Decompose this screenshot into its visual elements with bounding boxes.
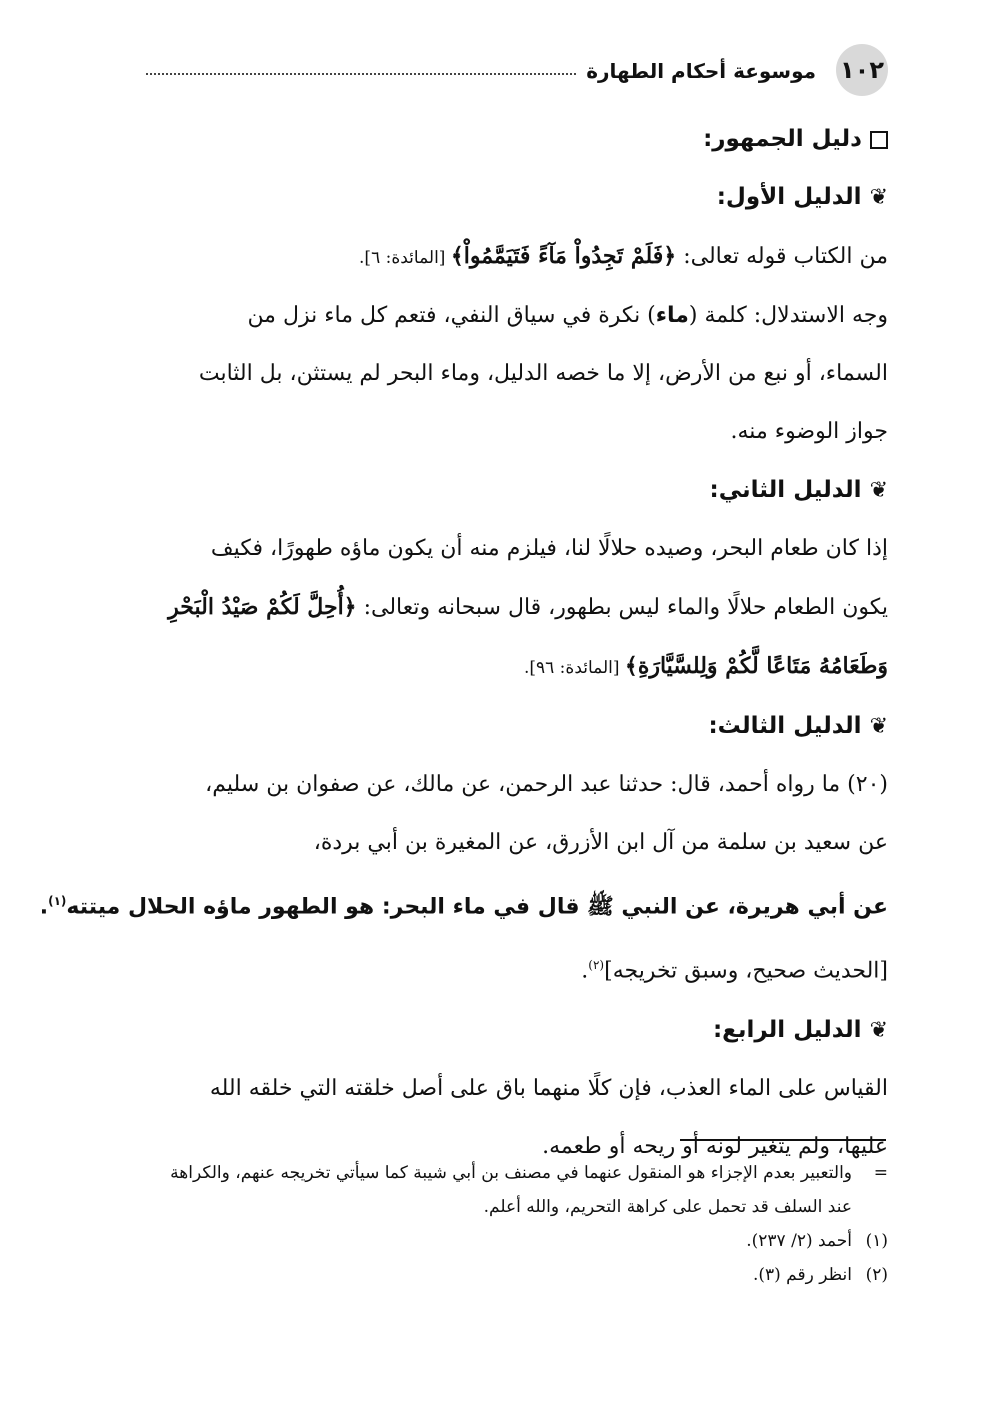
- paragraph-line: (٢٠) ما رواه أحمد، قال: حدثنا عبد الرحمن، عن مالك، عن صفوان بن سليم،: [205, 772, 888, 797]
- quran-verse: ﴿فَلَمْ تَجِدُواْ مَآءً فَتَيَمَّمُواْ﴾: [450, 243, 677, 269]
- footnote-1: (١)أحمد (٢/ ٢٣٧).: [746, 1231, 888, 1251]
- footnotes: [146, 1156, 888, 1292]
- paragraph-line: يكون الطعام حلالًا والماء ليس بطهور، قال سبحانه وتعالى: ﴿أُحِلَّ لَكُمْ صَيْدُ الْبَحْرِ: [168, 594, 888, 620]
- leaf-ornament-icon: ❦: [869, 714, 888, 739]
- leaf-ornament-icon: ❦: [869, 1017, 888, 1043]
- quran-verse: ﴿أُحِلَّ لَكُمْ صَيْدُ الْبَحْرِ: [168, 594, 357, 620]
- paragraph-line: السماء، أو نبع من الأرض، إلا ما خصه الدليل، وماء البحر لم يستثن، بل الثابت: [198, 361, 888, 386]
- footnote-continuation: عند السلف قد تحمل على كراهة التحريم، والله أعلم.: [483, 1197, 852, 1217]
- paragraph-line: وجه الاستدلال: كلمة (ماء) نكرة في سياق النفي، فتعم كل ماء نزل من: [247, 303, 888, 328]
- heading-third-evidence: ❦الدليل الثالث:: [146, 697, 888, 756]
- paragraph-line: من الكتاب قوله تعالى: ﴿فَلَمْ تَجِدُواْ مَآءً فَتَيَمَّمُواْ﴾ [المائدة: ٦].: [359, 243, 888, 269]
- running-title: موسوعة أحكام الطهارة: [586, 59, 816, 83]
- checkbox-square-icon: [870, 131, 888, 149]
- paragraph-line: [الحديث صحيح، وسبق تخريجه]$^{(٢)}$.: [581, 958, 888, 984]
- paragraph-line: عليها، ولم يتغير لونه أو ريحه أو طعمه.: [542, 1133, 888, 1159]
- header-dotted-rule: [146, 73, 576, 75]
- page-number-badge: ١٠٢: [836, 44, 888, 96]
- heading-first-evidence: ❦الدليل الأول:: [146, 168, 888, 227]
- paragraph-line: القياس على الماء العذب، فإن كلًا منهما باق على أصل خلقته التي خلقه الله: [209, 1075, 888, 1101]
- footnote-ref[interactable]: (٢): [588, 958, 605, 973]
- section-heading-jumhur: دليل الجمهور:: [146, 110, 888, 168]
- footnote-2: (٢)انظر رقم (٣).: [752, 1265, 888, 1285]
- heading-fourth-evidence: ❦الدليل الرابع:: [146, 1001, 888, 1060]
- quran-verse: وَطَعَامُهُ مَتَاعًا لَّكُمْ وَلِلسَّيَّارَةِ﴾: [624, 653, 888, 679]
- paragraph-line: إذا كان طعام البحر، وصيده حلالًا لنا، فيلزم منه أن يكون ماؤه طهورًا، فكيف: [210, 536, 888, 561]
- hadith-text: عن أبي هريرة، عن النبي ﷺ قال في ماء البحر: هو الطهور ماؤه الحلال ميتته$^{(١)}$.: [39, 894, 888, 920]
- footnote-ref[interactable]: (١): [48, 894, 67, 908]
- leaf-ornament-icon: ❦: [869, 185, 888, 210]
- running-header: [146, 56, 826, 86]
- main-text: [39, 110, 888, 1176]
- footnote-separator: [680, 1139, 886, 1141]
- footnote-continuation: =والتعبير بعدم الإجزاء هو المنقول عنهما في مصنف بن أبي شيبة كما سيأتي تخريجه عنهم، والكراهة: [170, 1163, 888, 1183]
- heading-second-evidence: ❦الدليل الثاني:: [146, 461, 888, 520]
- paragraph-line: جواز الوضوء منه.: [730, 419, 888, 444]
- paragraph-line: وَطَعَامُهُ مَتَاعًا لَّكُمْ وَلِلسَّيَّارَةِ﴾ [المائدة: ٩٦].: [523, 653, 888, 679]
- paragraph-line: عن سعيد بن سلمة من آل ابن الأزرق، عن المغيرة بن أبي بردة،: [313, 830, 888, 855]
- leaf-ornament-icon: ❦: [869, 478, 888, 503]
